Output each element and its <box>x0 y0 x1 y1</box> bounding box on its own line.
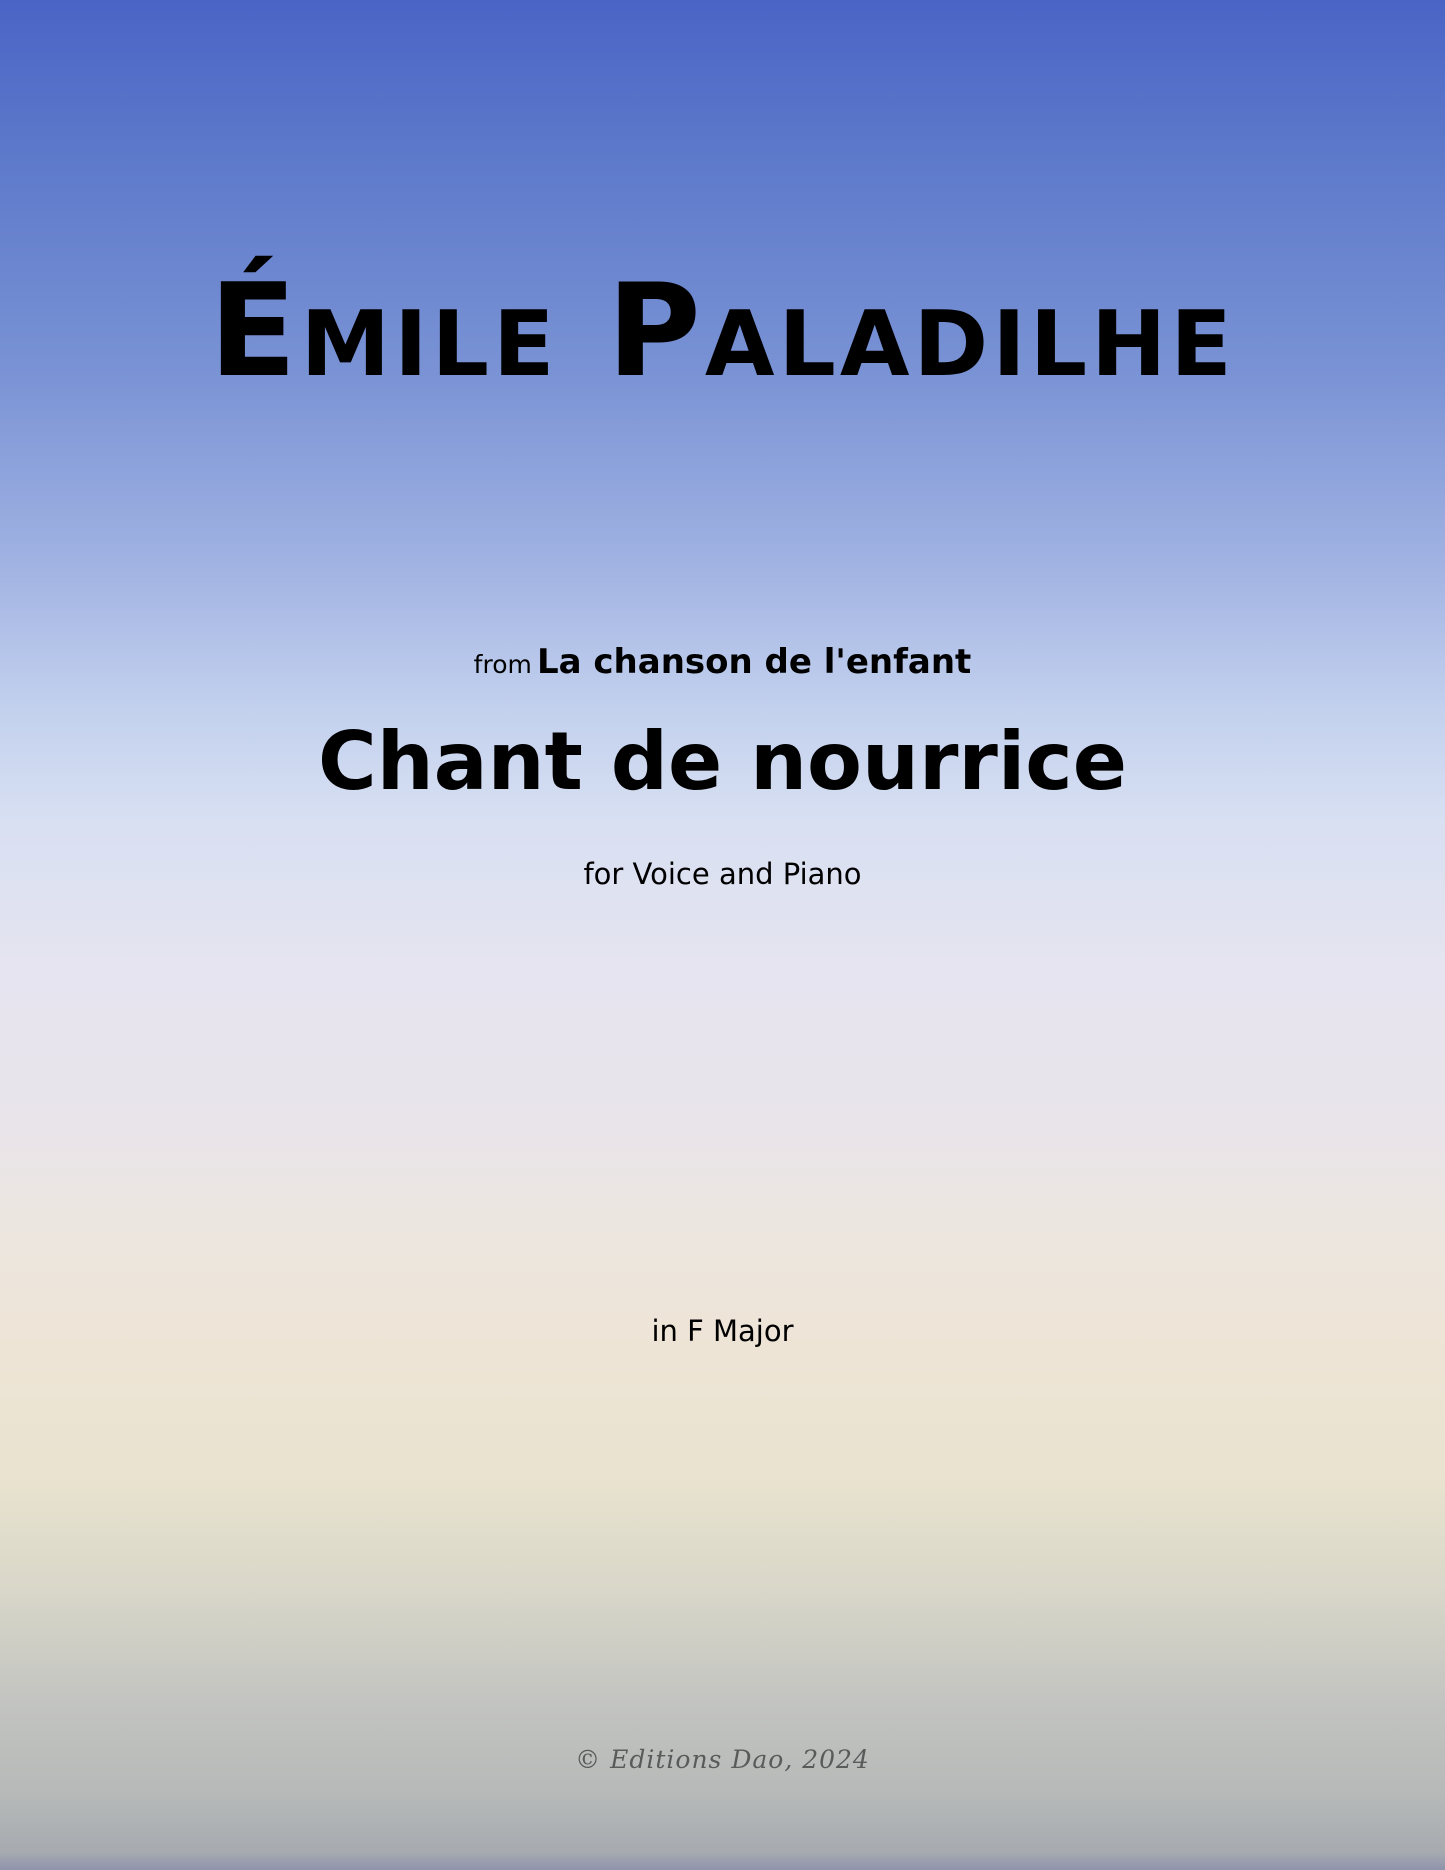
instrumentation: for Voice and Piano <box>583 857 862 891</box>
key-signature-label: in F Major <box>651 1314 794 1348</box>
copyright-notice: © Editions Dao, 2024 <box>575 1745 870 1774</box>
source-line <box>0 642 1445 682</box>
source-prefix: from <box>473 650 532 679</box>
piece-title: Chant de nourrice <box>318 715 1127 808</box>
collection-title: La chanson de l'enfant <box>536 642 972 682</box>
composer-name: Émile Paladilhe <box>209 257 1236 406</box>
